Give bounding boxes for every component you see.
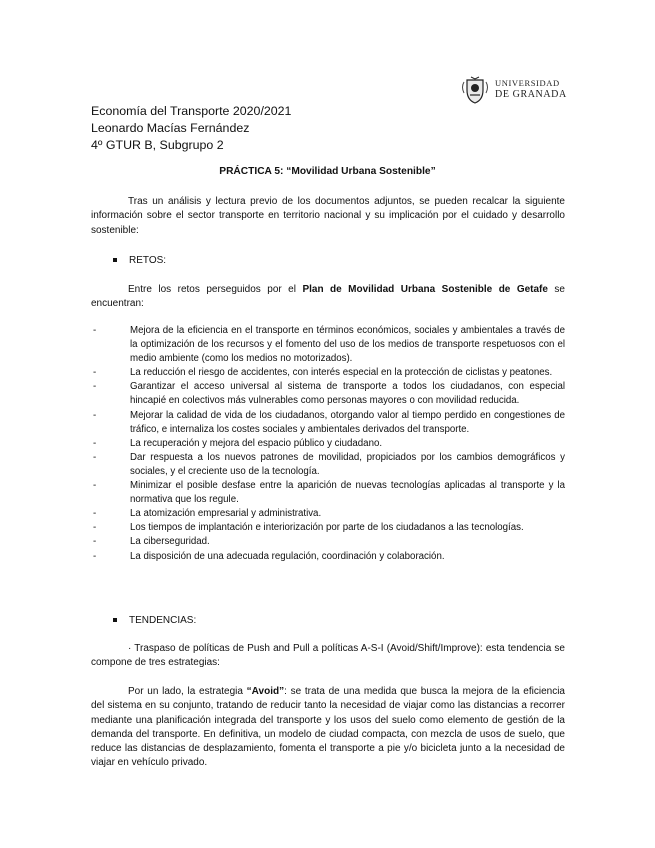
document-header <box>91 103 291 154</box>
list-item: - Garantizar el acceso universal al sistema de transporte a todos los ciudadanos, con especial hincapié en colectivos más vulnerables como personas mayores o con movilidad reducida. <box>91 380 565 408</box>
section-tendencias-label: TENDENCIAS: <box>129 615 197 626</box>
list-item: - La recuperación y mejora del espacio público y ciudadano. <box>91 437 565 451</box>
square-bullet-icon <box>113 258 117 262</box>
list-item: - Dar respuesta a los nuevos patrones de movilidad, propiciados por los cambios demográficos y sociales, y el creciente uso de la tecnología. <box>91 451 565 479</box>
retos-list <box>91 324 565 564</box>
retos-intro-after: se encuentran: <box>91 284 565 310</box>
square-bullet-icon <box>113 618 117 622</box>
list-item: - La reducción el riesgo de accidentes, con interés especial en la protección de ciclistas y peatones. <box>91 366 565 380</box>
retos-intro-before: Entre los retos perseguidos por el <box>128 284 303 295</box>
avoid-before: Por un lado, la estrategia <box>128 686 247 697</box>
retos-intro-paragraph <box>91 283 565 312</box>
university-crest-icon <box>461 75 489 105</box>
logo-line-1: UNIVERSIDAD <box>495 78 560 88</box>
author-line: Leonardo Macías Fernández <box>91 121 250 135</box>
university-logo <box>461 75 571 105</box>
plan-name: Plan de Movilidad Urbana Sostenible de Getafe <box>302 284 548 295</box>
tendencias-text-1: · Traspaso de políticas de Push and Pull a políticas A-S-I (Avoid/Shift/Improve): esta tendencia se compone de tres estrategias: <box>91 643 565 669</box>
group-line: 4º GTUR B, Subgrupo 2 <box>91 138 224 152</box>
logo-line-2: DE GRANADA <box>495 89 567 100</box>
course-line: Economía del Transporte 2020/2021 <box>91 104 292 118</box>
list-item: - La atomización empresarial y administrativa. <box>91 507 565 521</box>
list-item: - Mejora de la eficiencia en el transporte en términos económicos, sociales y ambientales a través de la optimización de los recursos y el fomento del uso de los medios de transporte respetuosos con el medio ambiente (como los medios no motorizados). <box>91 324 565 366</box>
list-item: - Minimizar el posible desfase entre la aparición de nuevas tecnologías aplicadas al transporte y la normativa que los regule. <box>91 479 565 507</box>
list-item: - Mejorar la calidad de vida de los ciudadanos, otorgando valor al tiempo perdido en congestiones de tráfico, e internaliza los costes sociales y ambientales derivados del transporte. <box>91 409 565 437</box>
list-item: - La ciberseguridad. <box>91 535 565 549</box>
intro-paragraph <box>91 195 565 238</box>
list-item: - La disposición de una adecuada regulación, coordinación y colaboración. <box>91 550 565 564</box>
avoid-after: : se trata de una medida que busca la mejora de la eficiencia del sistema en su conjunto, tratando de reducir tanto la necesidad de viajar como las distancias a recorrer mediante una planificación integrada del transporte y los usos del suelo como elemento de gestión de la demanda del transporte. En definitiva, un modelo de ciudad compacta, con mezcla de usos de suelo, que reduce las distancias de desplazamiento, fomenta el transporte a pie y/o bicicleta junto a la necesidad de viajar en vehículo privado. <box>91 686 565 769</box>
list-item: - Los tiempos de implantación e interiorización por parte de los ciudadanos a las tecnologías. <box>91 521 565 535</box>
document-title: PRÁCTICA 5: “Movilidad Urbana Sostenible” <box>219 166 436 177</box>
intro-text: Tras un análisis y lectura previo de los documentos adjuntos, se pueden recalcar la siguiente información sobre el sector transporte en territorio nacional y su implicación por el cuidado y desarrollo sostenible: <box>91 196 565 236</box>
tendencias-paragraph-1 <box>91 642 565 671</box>
section-retos-label: RETOS: <box>129 255 167 266</box>
tendencias-paragraph-2 <box>91 685 565 771</box>
avoid-term: “Avoid” <box>246 686 285 697</box>
